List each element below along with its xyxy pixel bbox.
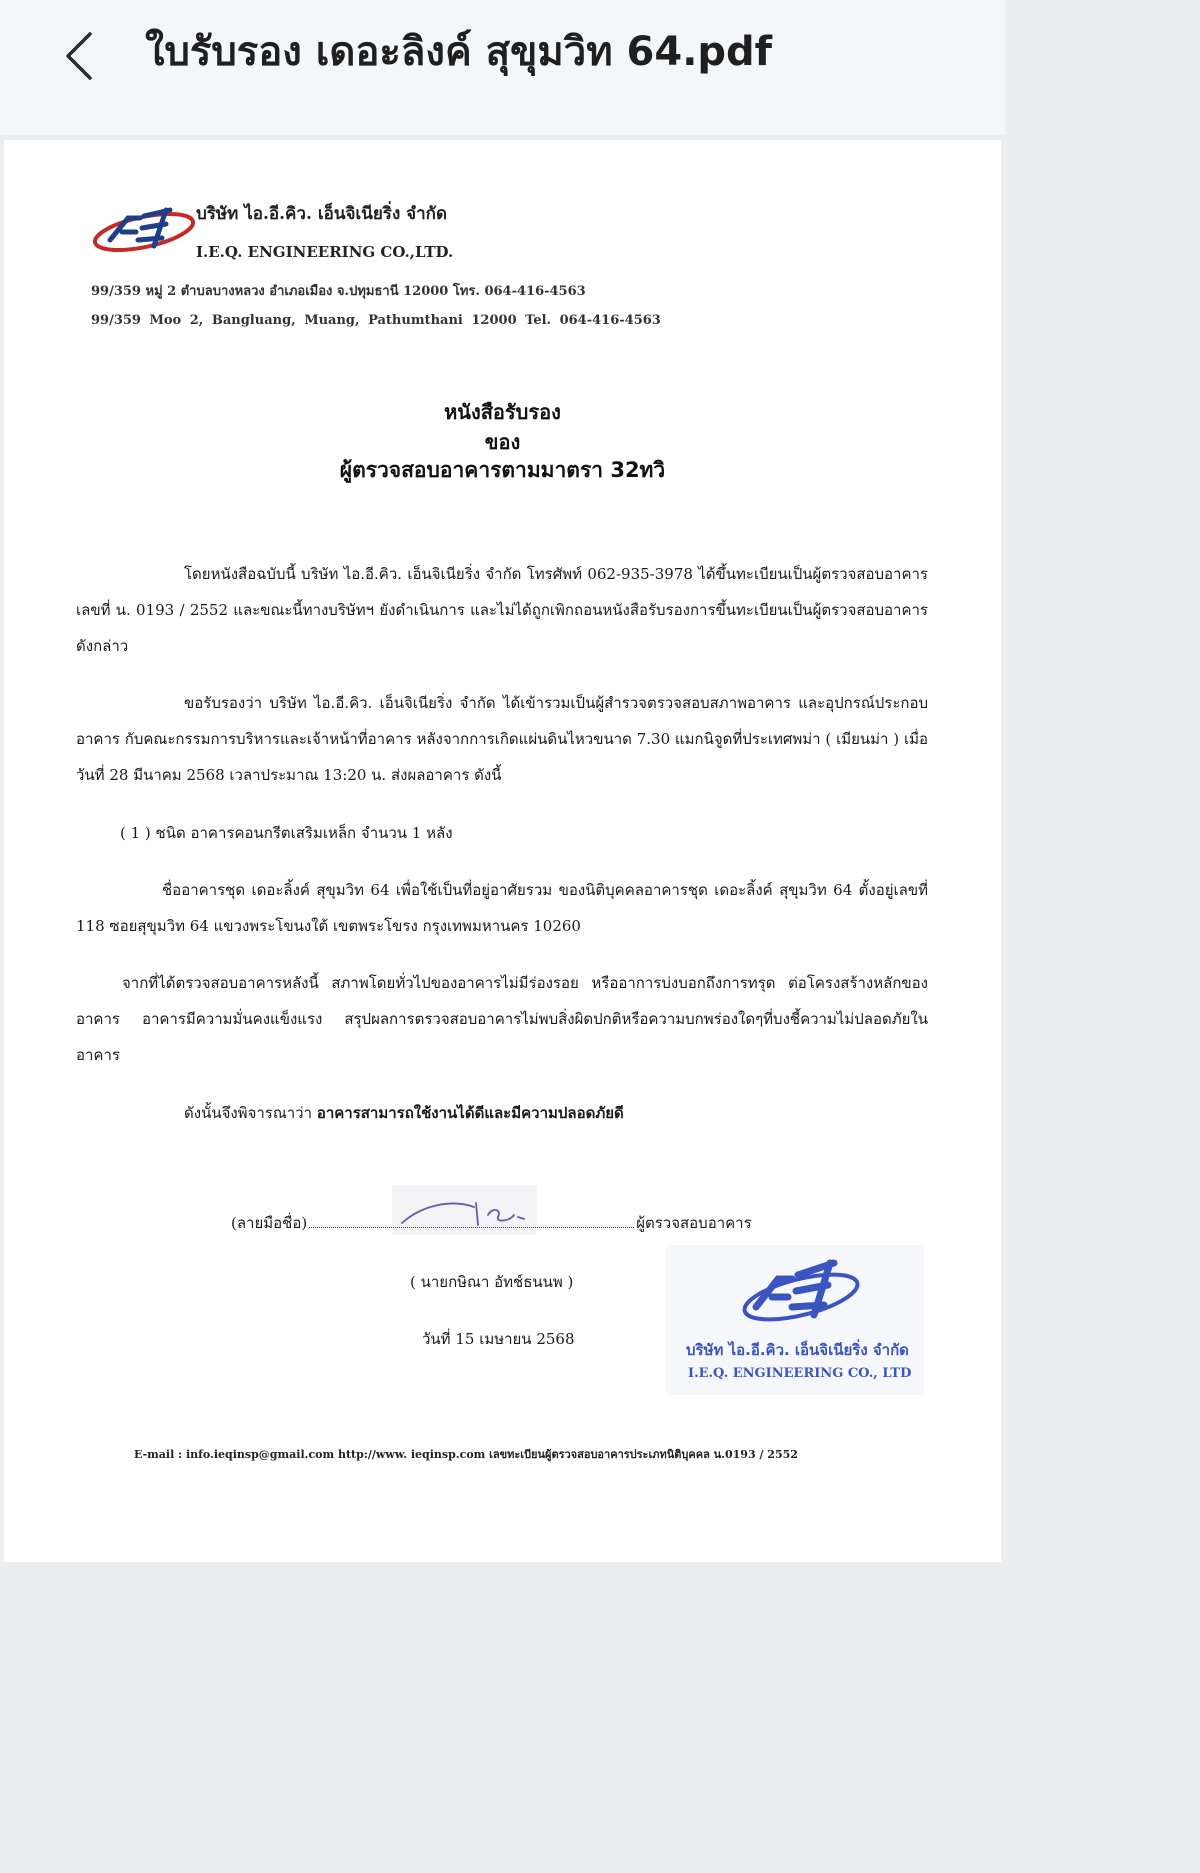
pdf-page[interactable] bbox=[4, 140, 1001, 1562]
paragraph-registration: โดยหนังสือฉบับนี้ บริษัท ไอ.อี.คิว. เอ็นจิเนียริ่ง จำกัด โทรศัพท์ 062-935-3978 ได้ขึ้นทะเบียนเป็นผู้ตรวจสอบอาคาร เลขที่ น. 0193 / 2552 และขณะนี้ทางบริษัทฯ ยังดำเนินการ และไม่ได้ถูกเพิกถอนหนังสือรับรองการขึ้นทะเบียนเป็นผู้ตรวจสอบอาคารดังกล่าว bbox=[76, 565, 928, 655]
conclusion bbox=[184, 1095, 624, 1131]
address-en: 99/359 Moo 2, Bangluang, Muang, Pathumthani 12000 Tel. 064-416-4563 bbox=[91, 313, 661, 328]
paragraph-building-info: ชื่ออาคารชุด เดอะลิ้งค์ สุขุมวิท 64 เพื่อใช้เป็นที่อยู่อาศัยรวม ของนิติบุคคลอาคารชุด เดอะลิ้งค์ สุขุมวิท 64 ตั้งอยู่เลขที่ 118 ซอยสุขุมวิท 64 แขวงพระโขนงใต้ เขตพระโขรง กรุงเทพมหานคร 10260 bbox=[76, 881, 928, 935]
address-th: 99/359 หมู่ 2 ตำบลบางหลวง อำเภอเมือง จ.ปทุมธานี 12000 โทร. 064-416-4563 bbox=[91, 284, 586, 299]
company-name-th: บริษัท ไอ.อี.คิว. เอ็นจิเนียริ่ง จำกัด bbox=[196, 204, 447, 224]
signature-dotted-line bbox=[309, 1213, 634, 1228]
stamp-company-th: บริษัท ไอ.อี.คิว. เอ็นจิเนียริ่ง จำกัด bbox=[686, 1341, 909, 1359]
chevron-left-icon bbox=[60, 28, 100, 84]
document-title-of: ของ bbox=[484, 430, 521, 454]
company-name-en: I.E.Q. ENGINEERING CO.,LTD. bbox=[196, 243, 454, 261]
back-button[interactable] bbox=[50, 26, 110, 86]
conclusion-prefix: ดังนั้นจึงพิจารณาว่า bbox=[184, 1104, 313, 1122]
conclusion-bold: อาคารสามารถใช้งานได้ดีและมีความปลอดภัยดี bbox=[316, 1104, 624, 1122]
signature-line bbox=[231, 1211, 752, 1235]
top-bar bbox=[0, 0, 1005, 135]
paragraph-certification: ขอรับรองว่า บริษัท ไอ.อี.คิว. เอ็นจิเนียริ่ง จำกัด ได้เข้ารวมเป็นผู้สำรวจตรวจสอบสภาพอาคาร และอุปกรณ์ประกอบอาคาร กับคณะกรรมการบริหารและเจ้าหน้าที่อาคาร หลังจากการเกิดแผ่นดินไหวขนาด 7.30 แมกนิจูดที่ประเทศพม่า ( เมียนม่า ) เมื่อวันที่ 28 มีนาคม 2568 เวลาประมาณ 13:20 น. ส่งผลอาคาร ดังนี้ bbox=[76, 694, 928, 784]
document-subtitle: ผู้ตรวจสอบอาคารตามมาตรา 32ทวิ bbox=[339, 458, 666, 482]
document-title: หนังสือรับรอง bbox=[444, 400, 561, 424]
paragraph-inspection-result: จากที่ได้ตรวจสอบอาคารหลังนี้ สภาพโดยทั่วไปของอาคารไม่มีร่องรอย หรืออาการบ่งบอกถึงการทรุด ต่อโครงสร้างหลักของอาคาร อาคารมีความมั่นคงแข็งแรง สรุปผลการตรวจสอบอาคารไม่พบสิ่งผิดปกติหรือความบกพร่องใดๆที่บงชี้ความไม่ปลอดภัยในอาคาร bbox=[76, 974, 928, 1064]
signature-date: วันที่ 15 เมษายน 2568 bbox=[422, 1330, 575, 1348]
signer-name: ( นายกษิณา อัทช์ธนนพ ) bbox=[410, 1273, 574, 1291]
company-stamp bbox=[666, 1245, 924, 1395]
ieq-logo-icon bbox=[88, 198, 200, 268]
stamp-company-en: I.E.Q. ENGINEERING CO., LTD bbox=[688, 1366, 912, 1381]
file-title: ใบรับรอง เดอะลิงค์ สุขุมวิท 64.pdf bbox=[145, 29, 773, 75]
signature-label: (ลายมือชื่อ) bbox=[231, 1214, 308, 1232]
footer-contact: E-mail : info.ieqinsp@gmail.com http://www. ieqinsp.com เลขทะเบียนผู้ตรวจสอบอาคารประเภทนิติบุคคล น.0193 / 2552 bbox=[134, 1448, 798, 1461]
building-type-item: ( 1 ) ชนิด อาคารคอนกรีตเสริมเหล็ก จำนวน 1 หลัง bbox=[120, 824, 453, 842]
stamp-logo-icon bbox=[736, 1249, 866, 1335]
signature-role: ผู้ตรวจสอบอาคาร bbox=[636, 1214, 752, 1232]
